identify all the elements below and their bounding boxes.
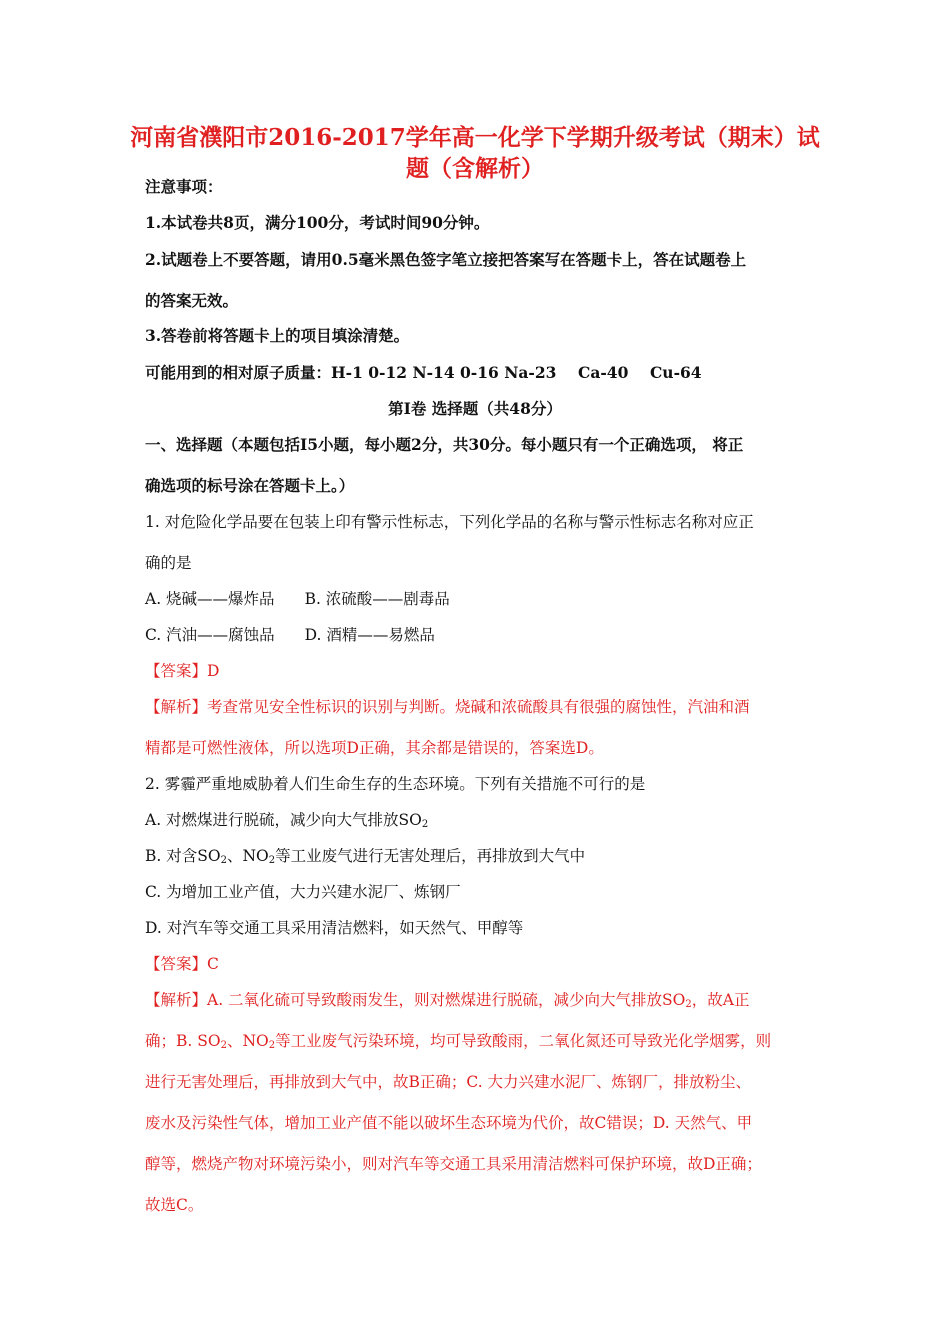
notice-2a: 2.试题卷上不要答题，请用0.5毫米黑色签字笔立接把答案写在答题卡上，答在试题卷上 <box>145 250 747 269</box>
notice-2b: 的答案无效。 <box>145 291 239 310</box>
q1-analysis-a: 【解析】考查常见安全性标识的识别与判断。烧碱和浓硫酸具有很强的腐蚀性，汽油和酒 <box>145 698 750 716</box>
q1-option-d: D. 酒精——易燃品 <box>304 626 435 644</box>
title-line-1: 河南省濮阳市2016-2017学年高一化学下学期升级考试（期末）试 <box>130 124 820 151</box>
q1-options-cd <box>145 625 435 645</box>
q2-stem: 2. 雾霾严重地威胁着人们生命生存的生态环境。下列有关措施不可行的是 <box>145 775 646 793</box>
notice-3: 3.答卷前将答题卡上的项目填涂清楚。 <box>145 326 410 345</box>
q1-stem-a: 1. 对危险化学品要在包装上印有警示性标志，下列化学品的名称与警示性标志名称对应正 <box>145 513 754 531</box>
q2-answer: 【答案】C <box>145 955 219 973</box>
notice-1: 1.本试卷共8页，满分100分，考试时间90分钟。 <box>145 213 490 232</box>
q1-options-ab <box>145 589 450 609</box>
volume-heading: 第Ⅰ卷 选择题（共48分） <box>388 399 562 418</box>
notice-heading: 注意事项： <box>145 177 223 196</box>
q2-option-b: B. 对含$SO_2$、$NO_2$等工业废气进行无害处理后，再排放到大气中 <box>145 847 586 866</box>
q2-analysis-line-5: 醇等，燃烧产物对环境污染小，则对汽车等交通工具采用清洁燃料可保护环境，故D正确； <box>145 1155 762 1173</box>
q2-option-d: D. 对汽车等交通工具采用清洁燃料，如天然气、甲醇等 <box>145 919 524 937</box>
q1-option-c: C. 汽油——腐蚀品 <box>145 626 275 644</box>
q2-option-a: A. 对燃煤进行脱硫，减少向大气排放$SO_2$ <box>145 811 429 830</box>
q1-analysis-b: 精都是可燃性液体，所以选项D正确，其余都是错误的，答案选D。 <box>145 739 604 757</box>
q2-analysis-line-1: 【解析】A. 二氧化硫可导致酸雨发生，则对燃煤进行脱硫，减少向大气排放$SO_2$，故A正 <box>145 991 750 1010</box>
q1-answer: 【答案】D <box>145 662 220 680</box>
atomic-mass-line: 可能用到的相对原子质量：H-1 0-12 N-14 0-16 Na-23 Ca-40 Cu-64 <box>145 363 702 382</box>
q2-analysis-line-2: 确；B. $SO_2$、$NO_2$等工业废气污染环境，均可导致酸雨，二氧化氮还可导致光化学烟雾，则 <box>145 1032 772 1051</box>
q1-stem-b: 确的是 <box>145 554 192 572</box>
title-line-2: 题（含解析） <box>406 155 544 182</box>
q2-analysis-line-3: 进行无害处理后，再排放到大气中，故B正确；C. 大力兴建水泥厂、炼钢厂，排放粉尘、 <box>145 1073 752 1091</box>
q1-option-a: A. 烧碱——爆炸品 <box>145 590 275 608</box>
section-1-line-b: 确选项的标号涂在答题卡上。） <box>145 476 355 495</box>
q1-option-b: B. 浓硫酸——剧毒品 <box>304 590 450 608</box>
section-1-line-a: 一、选择题（本题包括I5小题，每小题2分，共30分。每小题只有一个正确选项， 将正 <box>145 435 744 454</box>
q2-analysis-line-4: 废水及污染性气体，增加工业产值不能以破坏生态环境为代价，故C错误；D. 天然气、甲 <box>145 1114 753 1132</box>
q2-analysis-line-6: 故选C。 <box>145 1196 204 1214</box>
q2-option-c: C. 为增加工业产值，大力兴建水泥厂、炼钢厂 <box>145 883 461 901</box>
